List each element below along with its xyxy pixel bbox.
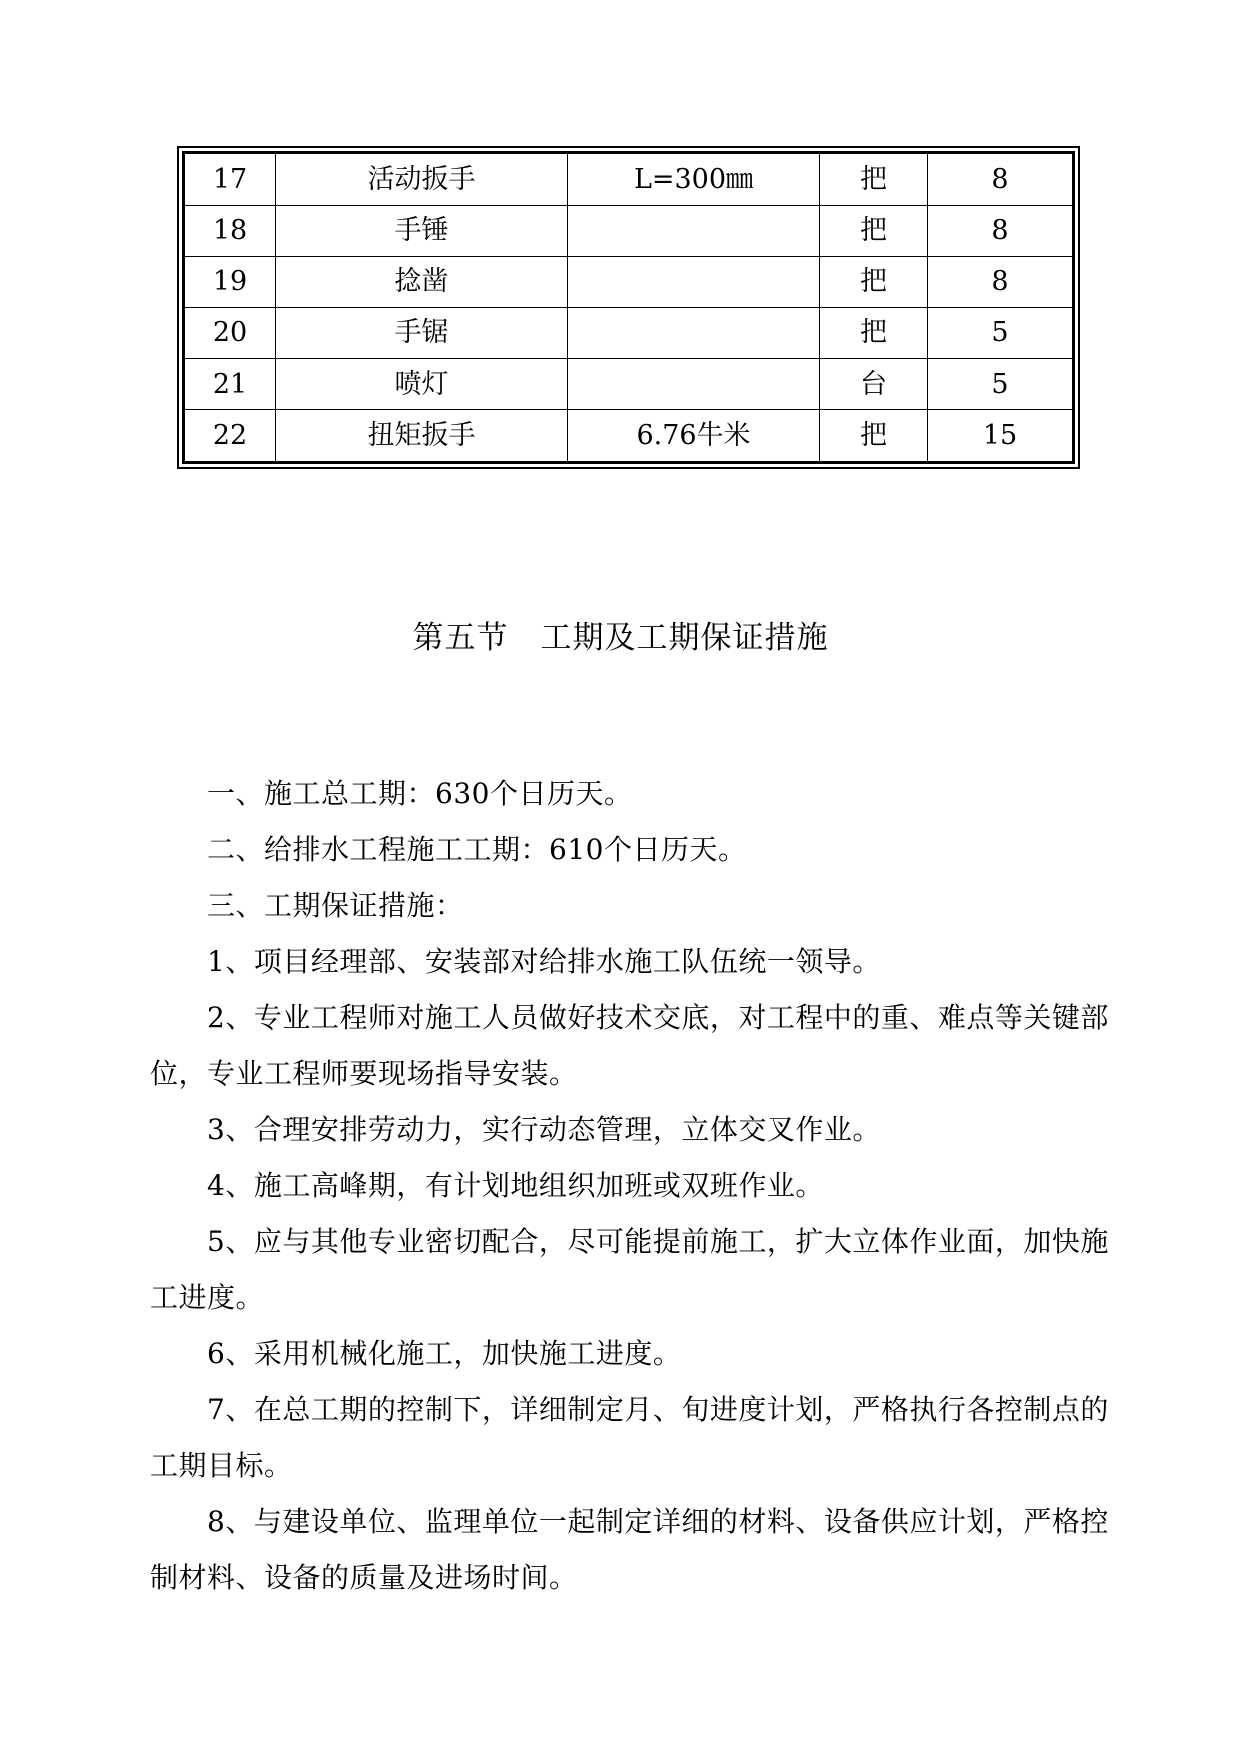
cell-spec: L=300㎜ bbox=[568, 153, 820, 206]
cell-name: 捻凿 bbox=[276, 256, 568, 307]
table-row bbox=[184, 410, 1074, 463]
cell-name: 活动扳手 bbox=[276, 153, 568, 206]
paragraph: 7、在总工期的控制下，详细制定月、旬进度计划，严格执行各控制点的工期目标。 bbox=[150, 1393, 1109, 1482]
cell-qty: 5 bbox=[928, 307, 1074, 358]
cell-spec bbox=[568, 307, 820, 358]
paragraph: 8、与建设单位、监理单位一起制定详细的材料、设备供应计划，严格控制材料、设备的质量及进场时间。 bbox=[150, 1505, 1109, 1594]
cell-no: 22 bbox=[184, 410, 276, 463]
cell-qty: 8 bbox=[928, 153, 1074, 206]
paragraph: 3、合理安排劳动力，实行动态管理，立体交叉作业。 bbox=[207, 1113, 881, 1146]
cell-no: 19 bbox=[184, 256, 276, 307]
cell-spec bbox=[568, 205, 820, 256]
cell-no: 20 bbox=[184, 307, 276, 358]
cell-name: 扭矩扳手 bbox=[276, 410, 568, 463]
cell-no: 17 bbox=[184, 153, 276, 206]
cell-spec bbox=[568, 256, 820, 307]
cell-name: 手锤 bbox=[276, 205, 568, 256]
tools-table bbox=[182, 151, 1075, 464]
cell-spec bbox=[568, 359, 820, 410]
table-row bbox=[184, 153, 1074, 206]
section-title: 第五节 工期及工期保证措施 bbox=[412, 620, 829, 656]
paragraph: 一、施工总工期：630个日历天。 bbox=[207, 777, 633, 810]
table-row bbox=[184, 307, 1074, 358]
cell-unit: 把 bbox=[820, 153, 928, 206]
cell-unit: 台 bbox=[820, 359, 928, 410]
cell-unit: 把 bbox=[820, 410, 928, 463]
cell-qty: 15 bbox=[928, 410, 1074, 463]
paragraph: 二、给排水工程施工工期：610个日历天。 bbox=[207, 833, 747, 866]
paragraph: 6、采用机械化施工，加快施工进度。 bbox=[207, 1337, 682, 1370]
cell-qty: 8 bbox=[928, 205, 1074, 256]
cell-qty: 8 bbox=[928, 256, 1074, 307]
paragraph: 2、专业工程师对施工人员做好技术交底，对工程中的重、难点等关键部位，专业工程师要现场指导安装。 bbox=[150, 1001, 1109, 1090]
cell-name: 手锯 bbox=[276, 307, 568, 358]
cell-qty: 5 bbox=[928, 359, 1074, 410]
cell-spec: 6.76牛米 bbox=[568, 410, 820, 463]
cell-unit: 把 bbox=[820, 256, 928, 307]
cell-no: 21 bbox=[184, 359, 276, 410]
table-row bbox=[184, 205, 1074, 256]
paragraph: 三、工期保证措施： bbox=[207, 889, 464, 922]
cell-unit: 把 bbox=[820, 205, 928, 256]
paragraph: 5、应与其他专业密切配合，尽可能提前施工，扩大立体作业面，加快施工进度。 bbox=[150, 1225, 1109, 1314]
paragraph: 1、项目经理部、安装部对给排水施工队伍统一领导。 bbox=[207, 945, 881, 978]
paragraph: 4、施工高峰期，有计划地组织加班或双班作业。 bbox=[207, 1169, 824, 1202]
table-row bbox=[184, 256, 1074, 307]
cell-name: 喷灯 bbox=[276, 359, 568, 410]
table-row bbox=[184, 359, 1074, 410]
tools-table-frame bbox=[177, 146, 1080, 469]
cell-no: 18 bbox=[184, 205, 276, 256]
cell-unit: 把 bbox=[820, 307, 928, 358]
